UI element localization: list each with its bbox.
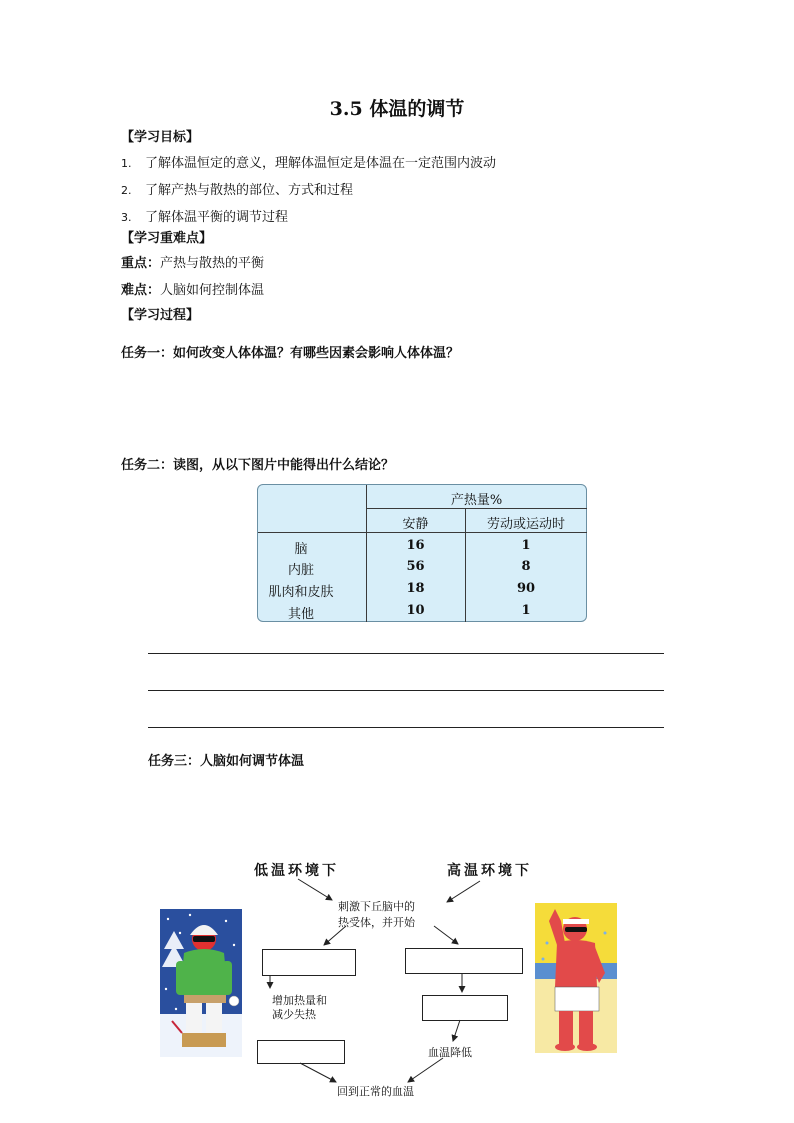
table-group-header: 产热量% <box>450 493 503 508</box>
objectives-heading: 【学习目标】 <box>121 130 200 145</box>
table-cell-rest: 56 <box>406 559 425 574</box>
right-step-text: 血温降低 <box>428 1046 472 1059</box>
bottom-text: 回到正常的血温 <box>337 1085 414 1098</box>
low-temp-heading: 低温环境下 <box>254 863 339 879</box>
table-cell-active: 8 <box>521 559 531 574</box>
page-title: 3.5 体温的调节 <box>329 98 465 120</box>
left-step-text: 减少失热 <box>272 1008 316 1021</box>
table-cell-organ: 内脏 <box>287 563 314 578</box>
hot-person-illustration <box>535 903 617 1053</box>
table-cell-organ: 肌肉和皮肤 <box>268 585 334 600</box>
process-heading: 【学习过程】 <box>121 308 200 323</box>
focus-label: 重点： <box>121 256 161 271</box>
table-cell-active: 1 <box>521 603 531 618</box>
cold-person-illustration <box>160 909 242 1057</box>
table-col-header: 安静 <box>402 517 429 532</box>
center-text: 刺激下丘脑中的 <box>338 900 415 913</box>
table-cell-organ: 脑 <box>294 542 308 557</box>
table-cell-rest: 10 <box>406 603 425 618</box>
difficulty-label: 难点： <box>121 283 161 298</box>
objective-number: 3. <box>121 211 132 224</box>
task3-question: 任务三：人脑如何调节体温 <box>148 754 305 769</box>
left-step-text: 增加热量和 <box>272 994 327 1007</box>
high-temp-heading: 高温环境下 <box>447 863 532 879</box>
table-col-header: 劳动或运动时 <box>486 517 565 532</box>
task2-question: 任务二：读图，从以下图片中能得出什么结论？ <box>121 458 395 473</box>
key-points-heading: 【学习重难点】 <box>121 231 213 246</box>
table-cell-organ: 其他 <box>287 607 314 622</box>
table-cell-active: 1 <box>521 538 531 553</box>
table-cell-rest: 16 <box>406 538 425 553</box>
objective-text: 了解产热与散热的部位、方式和过程 <box>145 183 354 198</box>
table-cell-rest: 18 <box>406 581 425 596</box>
objective-number: 2. <box>121 184 132 197</box>
objective-text: 了解体温恒定的意义，理解体温恒定是体温在一定范围内波动 <box>145 156 497 171</box>
table-cell-active: 90 <box>516 581 536 596</box>
center-text: 热受体，并开始 <box>338 916 415 929</box>
objective-text: 了解体温平衡的调节过程 <box>145 210 289 225</box>
task1-question: 任务一：如何改变人体体温？有哪些因素会影响人体体温？ <box>121 346 460 361</box>
difficulty-text: 人脑如何控制体温 <box>160 283 265 298</box>
objective-number: 1. <box>121 157 132 170</box>
focus-text: 产热与散热的平衡 <box>160 256 265 271</box>
